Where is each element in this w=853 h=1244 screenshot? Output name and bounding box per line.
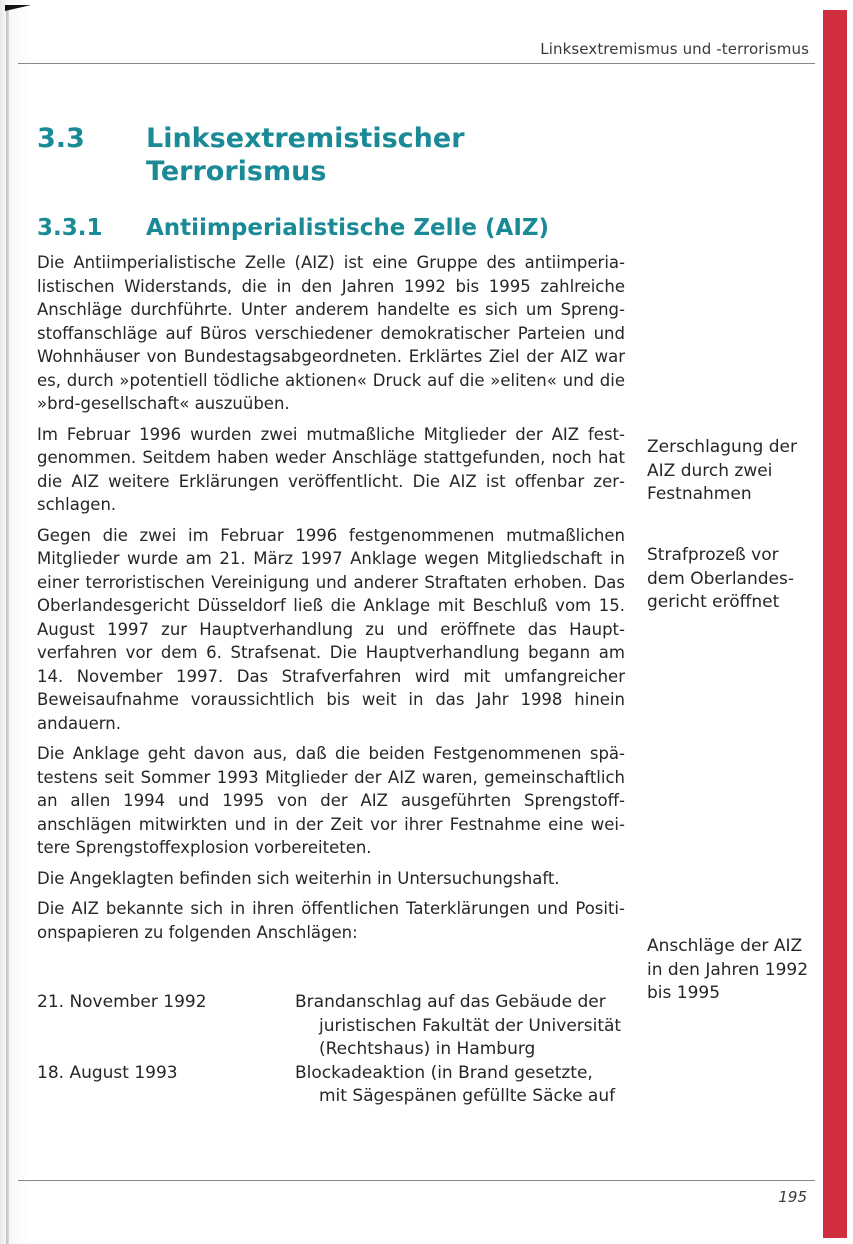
body-text xyxy=(37,251,625,951)
attack-date: 18. August 1993 xyxy=(37,1062,178,1083)
attack-list xyxy=(37,991,625,1109)
attack-date: 21. November 1992 xyxy=(37,992,207,1012)
section-number: 3.3 xyxy=(37,123,85,154)
section-title: Linksextremistischer Terrorismus xyxy=(146,123,465,187)
attack-description: Brandanschlag auf das Gebäude der juristischen Fakultät der Universität (Rechtshaus) in Hamburg xyxy=(295,992,622,1059)
subsection-number: 3.3.1 xyxy=(37,215,103,241)
page-number: 195 xyxy=(778,1188,807,1206)
paragraph: Die Angeklagten befinden sich weiterhin in Untersuchungshaft. xyxy=(37,868,560,888)
attack-list-item xyxy=(37,1062,625,1109)
corner-mark xyxy=(5,5,31,11)
header-rule xyxy=(18,63,815,64)
margin-note: Strafprozeß vor dem Oberlandesgericht eröffnet xyxy=(647,545,794,612)
attack-list-item xyxy=(37,991,625,1062)
running-header: Linksextremismus und -terrorismus xyxy=(540,40,809,58)
paragraph: Die Antiimperialistische Zelle (AIZ) ist eine Gruppe des antiimperialistischen Widerstands, die in den Jahren 1992 bis 1995 zahlreiche Anschläge durchführte. Unter anderem handelte es sich um Sprengstoffanschläge auf Büros verschiedener demokratischer Parteien und Wohnhäuser von Bundestagsabgeordneten. Erklärtes Ziel der AIZ war es, durch »potentiell tödliche aktionen« Druck auf die »eliten« und die »brd-gesellschaft« auszuüben. xyxy=(37,253,625,413)
page-spine xyxy=(6,6,9,1244)
margin-note: Anschläge der AIZ in den Jahren 1992 bis 1995 xyxy=(647,936,809,1003)
chapter-thumb-tab xyxy=(823,10,847,1238)
margin-note: Zerschlagung der AIZ durch zwei Festnahmen xyxy=(647,437,797,504)
paragraph: Gegen die zwei im Februar 1996 festgenommenen mutmaßlichen Mitglieder wurde am 21. März 1997 Anklage wegen Mitgliedschaft in einer terroristischen Vereinigung und anderer Straftaten erhoben. Das Oberlandesgericht Düsseldorf ließ die Anklage mit Beschluß vom 15. August 1997 zur Hauptverhandlung zu und eröffnete das Hauptverfahren vor dem 6. Strafsenat. Die Hauptverhandlung begann am 14. November 1997. Das Strafverfahren wird mit umfangreicher Beweisaufnahme voraussichtlich bis weit in das Jahr 1998 hinein andauern. xyxy=(37,525,625,733)
paragraph: Im Februar 1996 wurden zwei mutmaßliche Mitglieder der AIZ festgenommen. Seitdem haben weder Anschläge stattgefunden, noch hat die AIZ weitere Erklärungen veröffentlicht. Die AIZ ist offenbar zerschlagen. xyxy=(37,424,625,514)
attack-description: Blockadeaktion (in Brand gesetzte, mit Sägespänen gefüllte Säcke auf xyxy=(295,1062,616,1106)
footer-rule xyxy=(18,1180,815,1181)
paragraph: Die AIZ bekannte sich in ihren öffentlichen Taterklärungen und Positionspapieren zu folgenden Anschlägen: xyxy=(37,899,625,942)
subsection-title: Antiimperialistische Zelle (AIZ) xyxy=(146,215,550,241)
paragraph: Die Anklage geht davon aus, daß die beiden Festgenommenen spätestens seit Sommer 1993 Mitglieder der AIZ waren, gemeinschaftlich an allen 1994 und 1995 von der AIZ ausgeführten Sprengstoffanschlägen mitwirkten und in der Zeit vor ihrer Festnahme eine weitere Sprengstoffexplosion vorbereiteten. xyxy=(37,744,625,857)
